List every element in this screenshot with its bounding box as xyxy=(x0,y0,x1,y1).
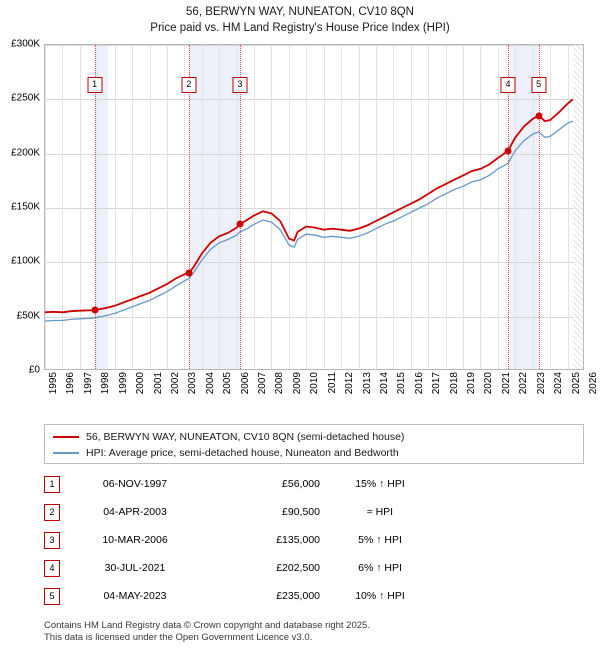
x-tick-label: 2014 xyxy=(378,372,390,395)
transaction-marker-line xyxy=(95,45,97,369)
x-tick-label: 1996 xyxy=(65,372,77,395)
row-price: £56,000 xyxy=(282,478,320,490)
transaction-point[interactable] xyxy=(236,221,243,228)
table-row xyxy=(44,582,584,610)
transaction-label-badge[interactable]: 3 xyxy=(232,77,247,93)
y-tick-label: £100K xyxy=(11,255,40,267)
x-tick-label: 2008 xyxy=(274,372,286,395)
x-tick-label: 2016 xyxy=(413,372,425,395)
row-date: 04-MAY-2023 xyxy=(103,590,167,602)
x-tick-label: 2006 xyxy=(239,372,251,395)
transaction-label-badge[interactable]: 4 xyxy=(501,77,516,93)
table-row xyxy=(44,554,584,582)
x-tick-label: 2018 xyxy=(448,372,460,395)
row-index-badge: 4 xyxy=(44,560,60,577)
y-tick-label: £200K xyxy=(11,147,40,159)
y-axis-labels xyxy=(0,38,42,376)
footer-line2: This data is licensed under the Open Government Licence v3.0. xyxy=(44,632,313,643)
transaction-marker-line xyxy=(508,45,510,369)
row-price: £90,500 xyxy=(282,506,320,518)
legend-label-hpi: HPI: Average price, semi-detached house, Nuneaton and Bedworth xyxy=(86,447,399,459)
transaction-point[interactable] xyxy=(185,269,192,276)
row-index-badge: 5 xyxy=(44,588,60,605)
x-tick-label: 1995 xyxy=(48,372,59,395)
x-tick-label: 2019 xyxy=(466,372,478,395)
chart-title xyxy=(0,4,600,36)
transaction-point[interactable] xyxy=(91,307,98,314)
transaction-marker-line xyxy=(189,45,191,369)
row-index-badge: 2 xyxy=(44,504,60,521)
footer-line1: Contains HM Land Registry data © Crown copyright and database right 2025. xyxy=(44,620,370,631)
y-tick-label: £0 xyxy=(28,364,40,376)
chart-legend xyxy=(44,424,584,464)
x-tick-label: 2003 xyxy=(187,372,199,395)
x-tick-label: 2021 xyxy=(500,372,512,395)
x-tick-label: 2024 xyxy=(553,372,565,395)
table-row xyxy=(44,498,584,526)
row-index-badge: 3 xyxy=(44,532,60,549)
transaction-label-badge[interactable]: 5 xyxy=(531,77,546,93)
row-hpi-delta: 6% ↑ HPI xyxy=(358,562,402,574)
x-tick-label: 2002 xyxy=(169,372,181,395)
chart-plot-area xyxy=(44,44,584,370)
x-tick-label: 2000 xyxy=(135,372,147,395)
x-tick-label: 1998 xyxy=(100,372,112,395)
x-tick-label: 2004 xyxy=(204,372,216,395)
x-tick-label: 2010 xyxy=(309,372,321,395)
transaction-marker-line xyxy=(539,45,541,369)
transaction-label-badge[interactable]: 1 xyxy=(87,77,102,93)
x-tick-label: 2026 xyxy=(588,372,599,395)
y-tick-label: £250K xyxy=(11,92,40,104)
transaction-marker-line xyxy=(240,45,242,369)
legend-swatch-price xyxy=(53,436,79,438)
x-tick-label: 2015 xyxy=(396,372,408,395)
footer-attribution xyxy=(44,620,584,644)
x-axis-labels xyxy=(44,372,599,418)
x-tick-label: 2009 xyxy=(291,372,303,395)
x-tick-label: 2022 xyxy=(518,372,530,395)
row-hpi-delta: 15% ↑ HPI xyxy=(355,478,405,490)
row-date: 10-MAR-2006 xyxy=(102,534,168,546)
x-tick-label: 2012 xyxy=(344,372,356,395)
x-tick-label: 2013 xyxy=(361,372,373,395)
transactions-table xyxy=(44,470,584,610)
transaction-point[interactable] xyxy=(535,112,542,119)
x-tick-label: 2005 xyxy=(222,372,234,395)
row-price: £135,000 xyxy=(276,534,320,546)
y-tick-label: £50K xyxy=(16,310,40,322)
row-date: 04-APR-2003 xyxy=(103,506,167,518)
chart-title-line2: Price paid vs. HM Land Registry's House Price Index (HPI) xyxy=(150,22,450,34)
chart-title-line1: 56, BERWYN WAY, NUNEATON, CV10 8QN xyxy=(186,6,414,18)
x-tick-label: 1997 xyxy=(82,372,94,395)
row-price: £202,500 xyxy=(276,562,320,574)
x-tick-label: 2011 xyxy=(326,372,338,394)
row-date: 30-JUL-2021 xyxy=(104,562,166,574)
row-index-badge: 1 xyxy=(44,476,60,493)
row-hpi-delta: 10% ↑ HPI xyxy=(355,590,405,602)
legend-swatch-hpi xyxy=(53,452,79,454)
series-line xyxy=(45,121,573,321)
x-tick-label: 2020 xyxy=(483,372,495,395)
x-tick-label: 2023 xyxy=(535,372,547,395)
transaction-point[interactable] xyxy=(505,147,512,154)
legend-item xyxy=(53,445,575,461)
legend-label-price: 56, BERWYN WAY, NUNEATON, CV10 8QN (semi-detached house) xyxy=(86,431,405,443)
table-row xyxy=(44,470,584,498)
row-hpi-delta: 5% ↑ HPI xyxy=(358,534,402,546)
row-date: 06-NOV-1997 xyxy=(102,478,168,490)
x-tick-label: 2025 xyxy=(570,372,582,395)
table-row xyxy=(44,526,584,554)
transaction-label-badge[interactable]: 2 xyxy=(181,77,196,93)
x-tick-label: 1999 xyxy=(117,372,129,395)
x-tick-label: 2001 xyxy=(152,372,164,395)
legend-item xyxy=(53,429,575,445)
row-price: £235,000 xyxy=(276,590,320,602)
x-tick-label: 2007 xyxy=(257,372,269,395)
y-tick-label: £150K xyxy=(11,201,40,213)
series-canvas xyxy=(45,45,584,370)
series-line xyxy=(45,99,573,312)
y-tick-label: £300K xyxy=(11,38,40,50)
x-tick-label: 2017 xyxy=(431,372,443,395)
row-hpi-delta: ≈ HPI xyxy=(366,506,394,518)
